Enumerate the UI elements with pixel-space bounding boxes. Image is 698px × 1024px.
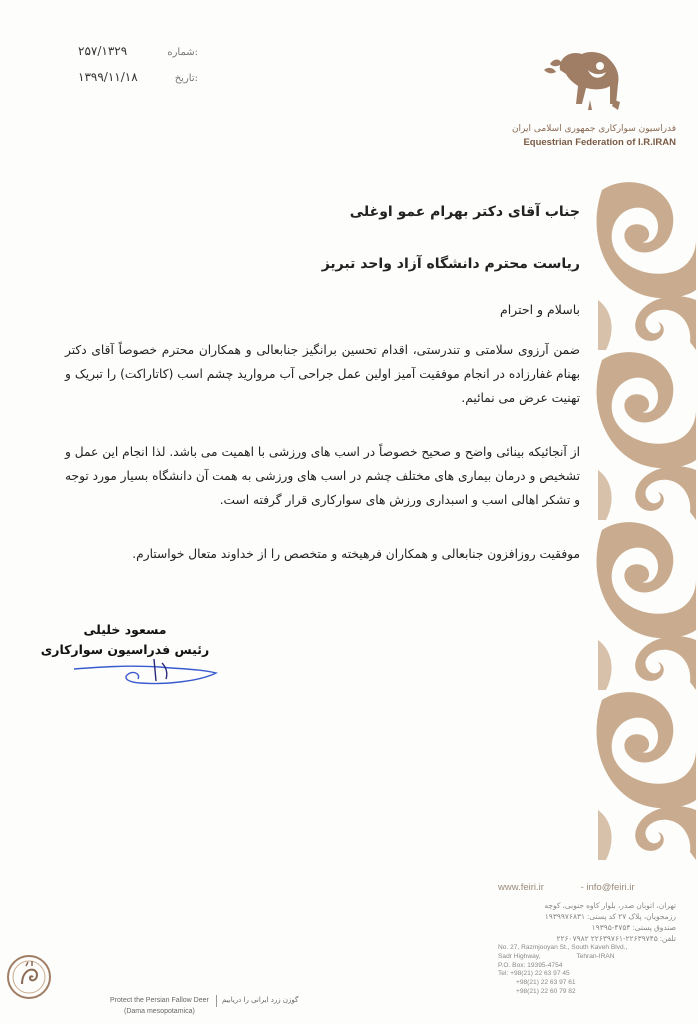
handwritten-signature: [70, 655, 220, 691]
signature-block: [40, 620, 210, 660]
signer-name: مسعود خلیلی: [83, 622, 167, 637]
signer-title: رئیس فدراسیون سوارکاری: [40, 642, 210, 657]
letter-meta: [78, 44, 198, 96]
paragraph-2: از آنجائیکه بینائی واضح و صحیح خصوصاً در اسب های ورزشی با اهمیت می باشد. لذا انجام این عمل و تشخیص و درمان بیماری های مختلف چشم در اسب های ورزشی به همت آن دانشگاه بسیار مورد توجه و تشکر اهالی اسب و اسبداری ورزش های سوارکاری قرار گرفته است.: [65, 445, 580, 507]
letter-number: ۲۵۷/۱۳۲۹: [78, 44, 128, 58]
federation-name-fa: فدراسیون سوارکاری جمهوری اسلامی ایران: [511, 124, 676, 134]
po-box: P.O. Box: 19395-4754: [498, 961, 563, 969]
tel-1: Tel: +98(21) 22 63 97 45: [498, 970, 570, 978]
footer-web-contacts: [498, 882, 688, 893]
number-label: شماره:: [167, 47, 198, 58]
paragraph-1: ضمن آرزوی سلامتی و تندرستی، اقدام تحسین برانگیز جنابعالی و همکاران محترم خصوصاً آقای دکتر بهنام غفارزاده در انجام موفقیت آمیز اولین عمل جراحی آب مروارید چشم اسب (کاتاراکت) را تبریک و تهنیت عرض می نمائیم.: [65, 343, 580, 405]
letter-date: ۱۳۹۹/۱۱/۱۸: [78, 70, 138, 84]
address-en-city: Tehran-IRAN: [576, 952, 615, 960]
recipient-name: جناب آقای دکتر بهرام عمو اوغلی: [349, 204, 580, 220]
email-text: info@feiri.ir: [586, 882, 635, 893]
paragraph-3: موفقیت روزافزون جنابعالی و همکاران فرهیخته و متخصص را از خداوند متعال خواستارم.: [132, 547, 580, 561]
email-link[interactable]: - info@feiri.ir: [580, 882, 635, 893]
date-label: تاریخ:: [174, 73, 198, 84]
horse-logo-icon: [530, 40, 640, 120]
campaign-separator: [216, 995, 217, 1007]
campaign-en-line1: Protect the Persian Fallow Deer: [110, 997, 209, 1004]
tel-2: +98(21) 22 63 97 61: [516, 979, 576, 987]
greeting: باسلام و احترام: [499, 302, 580, 317]
address-fa-2: رزمجویان، پلاک ۲۷ کد پستی: ۱۹۳۹۹۷۶۸۳۱: [544, 912, 676, 921]
recipient-title: ریاست محترم دانشگاه آزاد واحد تبریز: [321, 256, 580, 272]
campaign-fa: گوزن زرد ایرانی را دریابیم: [222, 996, 299, 1004]
address-fa-3: صندوق پستی: ۴۷۵۴-۱۹۳۹۵: [591, 923, 676, 932]
deer-emblem-icon: [6, 954, 52, 1000]
address-fa-1: تهران، اتوبان صدر، بلوار کاوه جنوبی، کوچه: [544, 901, 676, 910]
phones-fa: تلفن: ۲۲۶۳۹۷۴۵-۲۲۶۳۹۷۶۱ ۲۲۶۰۷۹۸۲: [556, 934, 676, 943]
address-en-1: No. 27, Razmjooyan St., South Kaveh Blvd.,: [498, 944, 628, 951]
date-row: [78, 70, 198, 96]
campaign-en-line2: (Dama mesopotamica): [124, 1008, 195, 1015]
address-en-2-row: [498, 953, 676, 962]
footer-address: [498, 900, 676, 997]
ornament-border: [592, 180, 698, 860]
tel-3: +98(21) 22 60 79 82: [516, 987, 576, 995]
number-row: [78, 44, 198, 70]
website-link[interactable]: www.feiri.ir: [498, 882, 544, 893]
federation-name-en: Equestrian Federation of I.R.IRAN: [523, 137, 676, 148]
address-en-2: Sadr Highway,: [498, 952, 541, 960]
